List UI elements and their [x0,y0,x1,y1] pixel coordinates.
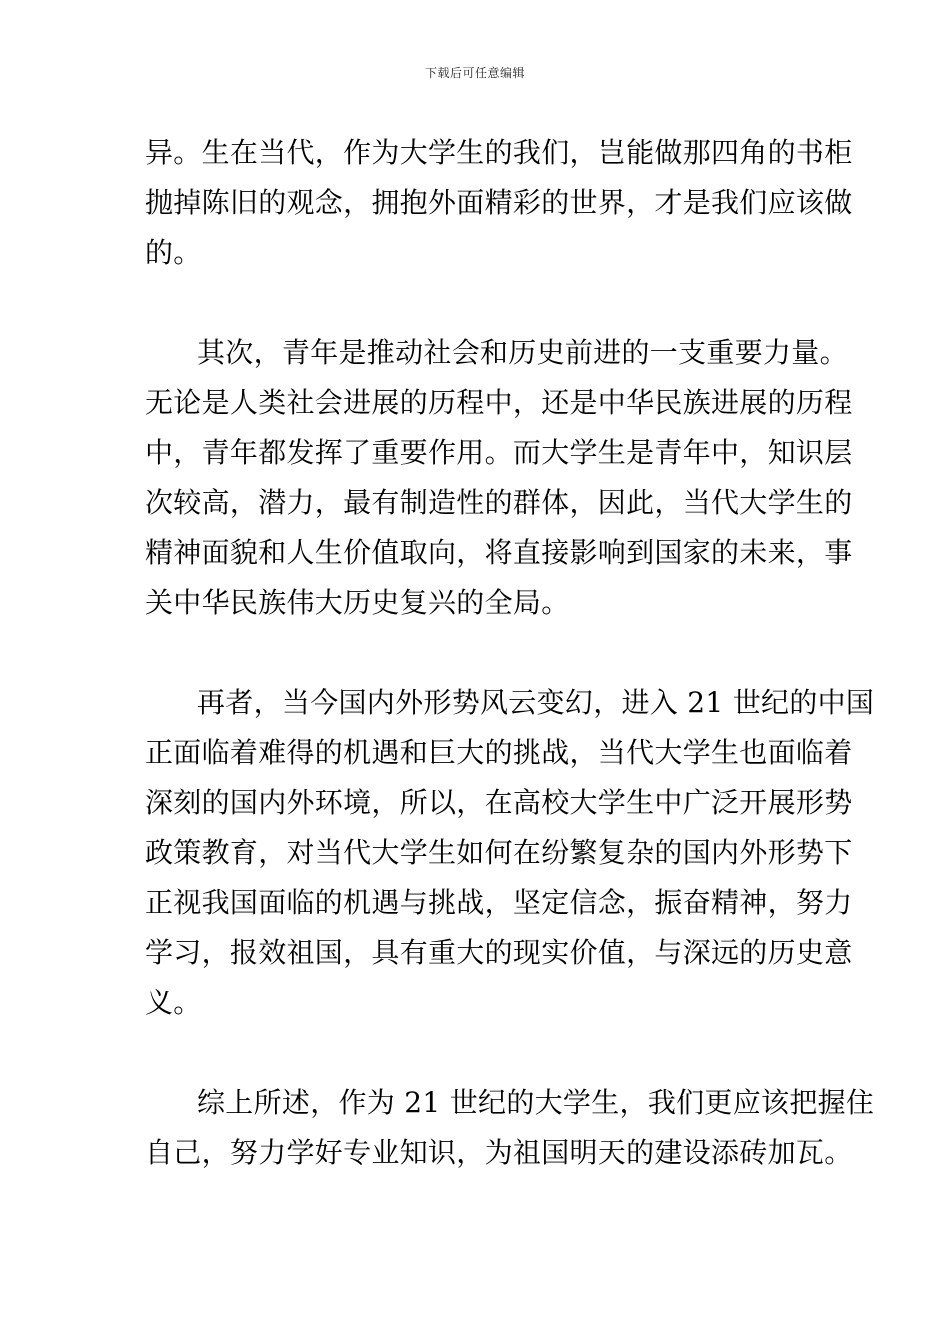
paragraph-line: 的。 [145,236,202,269]
paragraph-line: 中，青年都发挥了重要作用。而大学生是青年中，知识层 [145,436,853,469]
paragraph-line: 学习，报效祖国，具有重大的现实价值，与深远的历史意 [145,936,853,969]
page-header: 下载后可任意编辑 [424,66,525,80]
paragraph-line: 异。生在当代，作为大学生的我们，岂能做那四角的书柜 [145,136,853,169]
paragraph-1 [145,128,853,278]
paragraph-spacer [145,628,810,678]
paragraph-line: 自己，努力学好专业知识，为祖国明天的建设添砖加瓦。 [145,1136,853,1169]
paragraph-line: 抛掉陈旧的观念，拥抱外面精彩的世界，才是我们应该做 [145,186,853,219]
paragraph-line: 无论是人类社会进展的历程中，还是中华民族进展的历程 [145,386,853,419]
paragraph-line: 综上所述，作为 21 世纪的大学生，我们更应该把握住 [197,1086,875,1119]
paragraph-line: 次较高，潜力，最有制造性的群体，因此，当代大学生的 [145,486,853,519]
paragraph-line: 正面临着难得的机遇和巨大的挑战，当代大学生也面临着 [145,736,853,769]
paragraph-line: 其次，青年是推动社会和历史前进的一支重要力量。 [197,336,848,369]
paragraph-4 [145,1078,875,1178]
paragraph-spacer [145,1028,810,1078]
paragraph-line: 深刻的国内外环境，所以，在高校大学生中广泛开展形势 [145,786,853,819]
document-body [145,128,875,1178]
paragraph-line: 政策教育，对当代大学生如何在纷繁复杂的国内外形势下 [145,836,853,869]
paragraph-line: 再者，当今国内外形势风云变幻，进入 21 世纪的中国 [197,686,875,719]
paragraph-spacer [145,278,810,328]
paragraph-2 [145,328,853,628]
paragraph-line: 义。 [145,986,202,1019]
paragraph-line: 正视我国面临的机遇与挑战，坚定信念，振奋精神，努力 [145,886,853,919]
paragraph-line: 关中华民族伟大历史复兴的全局。 [145,586,570,619]
paragraph-3 [145,678,875,1028]
paragraph-line: 精神面貌和人生价值取向，将直接影响到国家的未来，事 [145,536,853,569]
